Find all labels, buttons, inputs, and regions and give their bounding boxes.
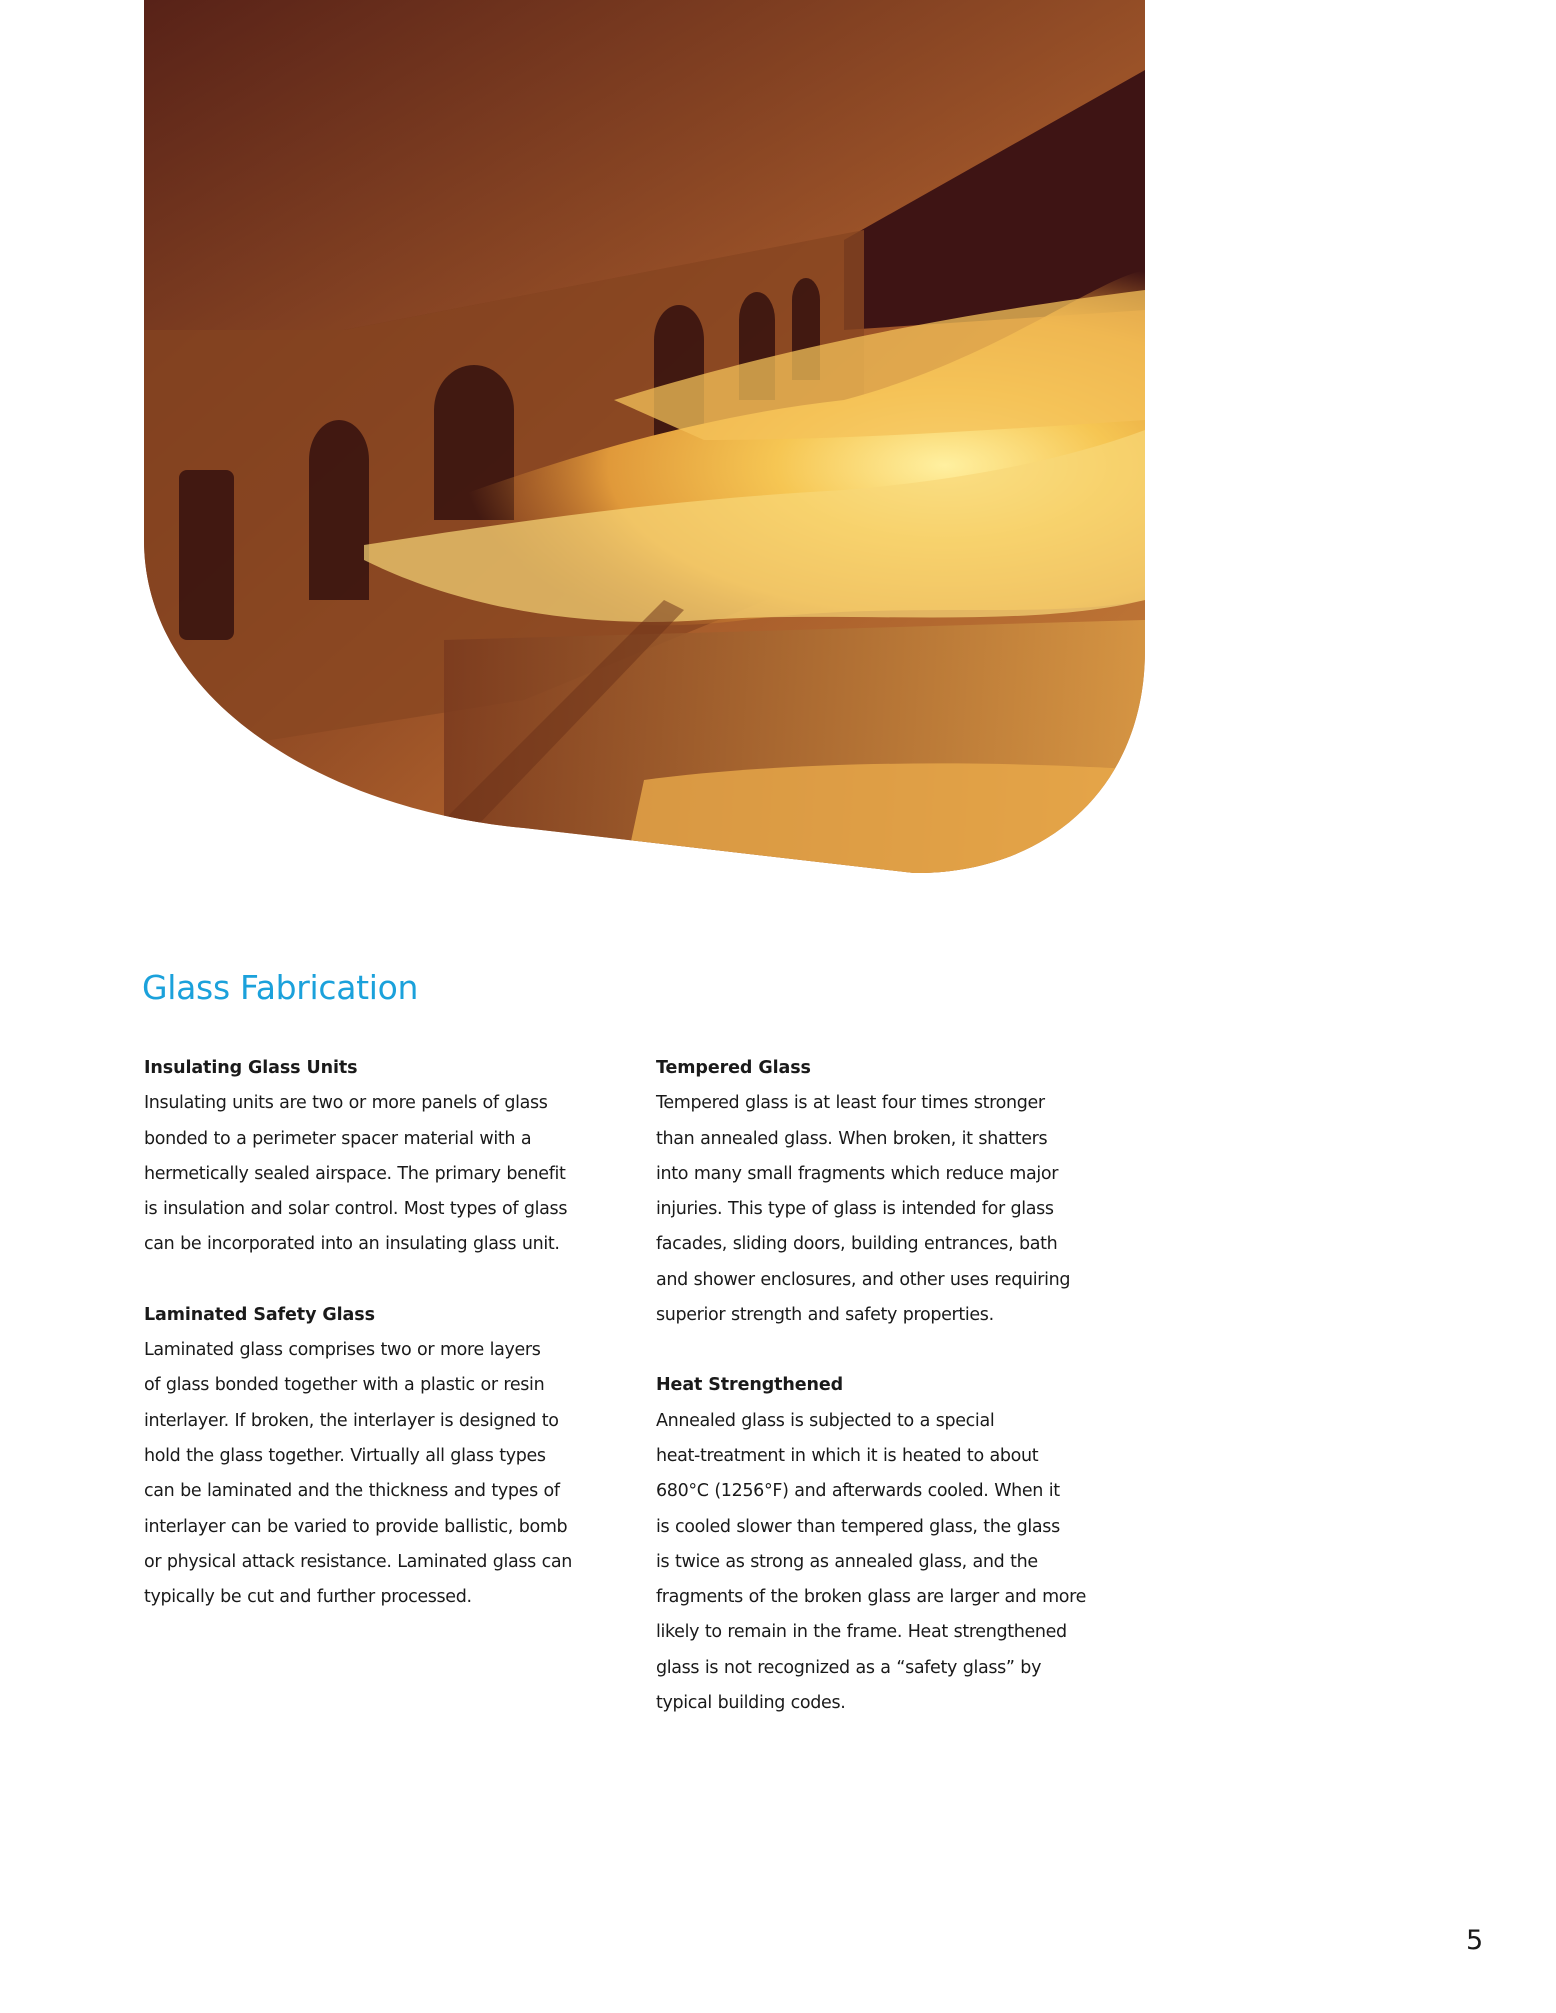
- body-line: likely to remain in the frame. Heat strengthened: [656, 1622, 1067, 1643]
- body-line: and shower enclosures, and other uses requiring: [656, 1269, 1071, 1290]
- body-line: is insulation and solar control. Most types of glass: [144, 1199, 568, 1220]
- body-line: facades, sliding doors, building entrances, bath: [656, 1234, 1058, 1255]
- body-line: is twice as strong as annealed glass, and the: [656, 1551, 1038, 1572]
- body-line: of glass bonded together with a plastic or resin: [144, 1375, 545, 1396]
- body-line: injuries. This type of glass is intended for glass: [656, 1199, 1054, 1220]
- body-line: Annealed glass is subjected to a special: [656, 1410, 995, 1431]
- body-line: Tempered glass is at least four times stronger: [656, 1093, 1045, 1114]
- page-number: 5: [1466, 1925, 1484, 1956]
- body-line: Laminated glass comprises two or more layers: [144, 1340, 541, 1361]
- body-line: into many small fragments which reduce major: [656, 1163, 1059, 1184]
- left-column: [144, 1051, 624, 1650]
- section-laminated-safety-glass: [144, 1298, 624, 1616]
- section-tempered-glass: [656, 1051, 1136, 1333]
- body-line: heat-treatment in which it is heated to about: [656, 1445, 1039, 1466]
- page-title: Glass Fabrication: [142, 968, 419, 1007]
- body-line: interlayer can be varied to provide ballistic, bomb: [144, 1516, 568, 1537]
- body-line: hold the glass together. Virtually all glass types: [144, 1445, 546, 1466]
- body-line: typical building codes.: [656, 1693, 846, 1714]
- body-line: can be incorporated into an insulating glass unit.: [144, 1234, 560, 1255]
- section-title: Laminated Safety Glass: [144, 1304, 375, 1325]
- body-line: typically be cut and further processed.: [144, 1587, 472, 1608]
- photo-graphic: [144, 0, 1145, 874]
- body-line: than annealed glass. When broken, it shatters: [656, 1128, 1048, 1149]
- body-line: superior strength and safety properties.: [656, 1305, 994, 1326]
- body-line: can be laminated and the thickness and types of: [144, 1481, 560, 1502]
- body-line: glass is not recognized as a “safety glass” by: [656, 1657, 1042, 1678]
- section-title: Insulating Glass Units: [144, 1058, 358, 1078]
- body-line: 680°C (1256°F) and afterwards cooled. When it: [656, 1481, 1060, 1502]
- right-column: [656, 1051, 1136, 1756]
- section-title: Heat Strengthened: [656, 1375, 844, 1396]
- body-line: is cooled slower than tempered glass, the glass: [656, 1516, 1060, 1537]
- body-line: fragments of the broken glass are larger and more: [656, 1587, 1087, 1608]
- body-line: or physical attack resistance. Laminated glass can: [144, 1551, 573, 1572]
- body-line: bonded to a perimeter spacer material with a: [144, 1128, 532, 1149]
- section-heat-strengthened: [656, 1368, 1136, 1721]
- furnace-flames-photo: [144, 0, 1145, 874]
- section-title: Tempered Glass: [656, 1058, 811, 1078]
- body-line: hermetically sealed airspace. The primary benefit: [144, 1163, 566, 1184]
- body-line: Insulating units are two or more panels of glass: [144, 1093, 548, 1114]
- body-line: interlayer. If broken, the interlayer is designed to: [144, 1410, 559, 1431]
- section-insulating-glass-units: [144, 1051, 624, 1263]
